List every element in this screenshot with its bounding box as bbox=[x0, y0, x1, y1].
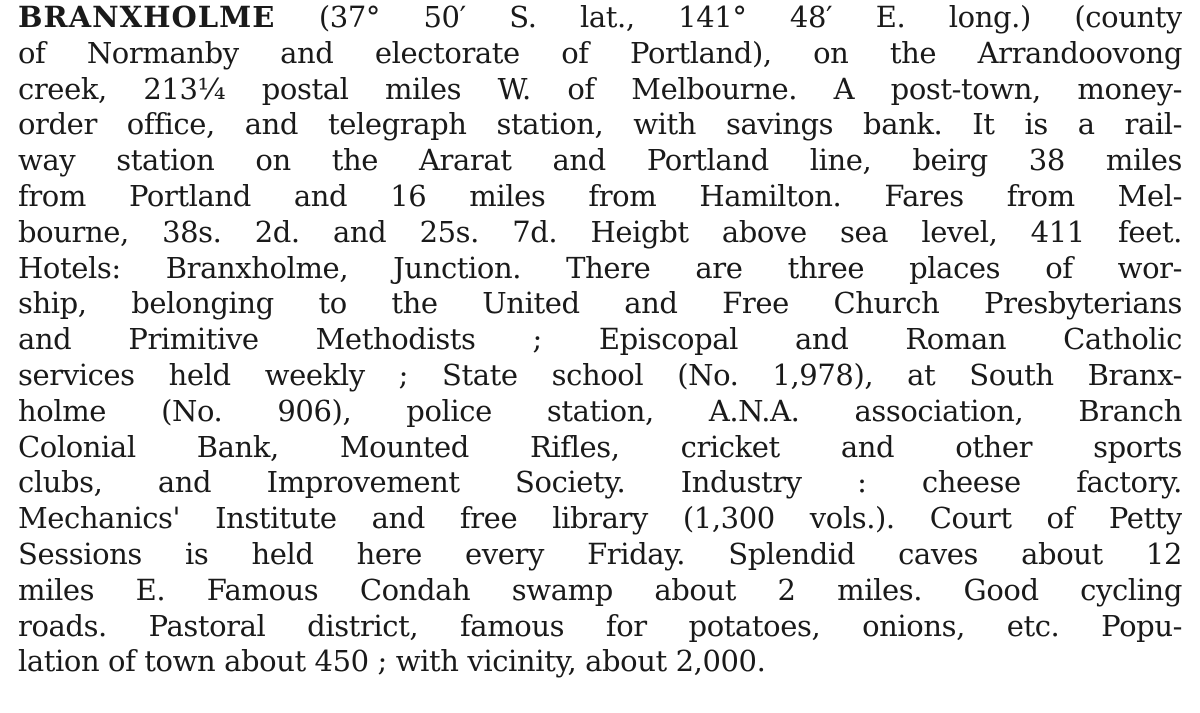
entry-headword: BRANXHOLME bbox=[18, 0, 276, 34]
entry-line-14: clubs, and Improvement Society. Industry : cheese factory. bbox=[18, 465, 1182, 500]
entry-line-16: Sessions is held here every Friday. Splendid caves about 12 bbox=[18, 536, 1182, 571]
entry-line-5: way station on the Ararat and Portland line, beirg 38 miles bbox=[18, 143, 1182, 178]
entry-line-15: Mechanics' Institute and free library (1,300 vols.). Court of Petty bbox=[18, 501, 1182, 536]
gazetteer-entry bbox=[18, 0, 1182, 680]
entry-line-17: miles E. Famous Condah swamp about 2 miles. Good cycling bbox=[18, 572, 1182, 607]
entry-line-13: Colonial Bank, Mounted Rifles, cricket and other sports bbox=[18, 429, 1182, 464]
entry-line-9: ship, belonging to the United and Free Church Presbyterians bbox=[18, 286, 1182, 321]
entry-line-2: of Normanby and electorate of Portland), on the Arrandoovong bbox=[18, 35, 1182, 70]
entry-line-19: lation of town about 450 ; with vicinity, about 2,000. bbox=[18, 644, 766, 679]
entry-line-1 bbox=[18, 0, 1182, 36]
entry-line-18: roads. Pastoral district, famous for potatoes, onions, etc. Popu- bbox=[18, 608, 1182, 643]
entry-line-8: Hotels: Branxholme, Junction. There are three places of wor- bbox=[18, 250, 1182, 285]
entry-line-4: order office, and telegraph station, with savings bank. It is a rail- bbox=[18, 107, 1182, 142]
entry-line-6: from Portland and 16 miles from Hamilton. Fares from Mel- bbox=[18, 178, 1182, 213]
entry-line-7: bourne, 38s. 2d. and 25s. 7d. Heigbt above sea level, 411 feet. bbox=[18, 214, 1182, 249]
entry-line-1-text: (37° 50′ S. lat., 141° 48′ E. long.) (county bbox=[275, 0, 1182, 34]
entry-line-11: services held weekly ; State school (No. 1,978), at South Branx- bbox=[18, 357, 1182, 392]
entry-line-12: holme (No. 906), police station, A.N.A. association, Branch bbox=[18, 393, 1182, 428]
entry-line-3: creek, 213¼ postal miles W. of Melbourne. A post-town, money- bbox=[18, 71, 1182, 106]
entry-line-10: and Primitive Methodists ; Episcopal and Roman Catholic bbox=[18, 322, 1182, 357]
